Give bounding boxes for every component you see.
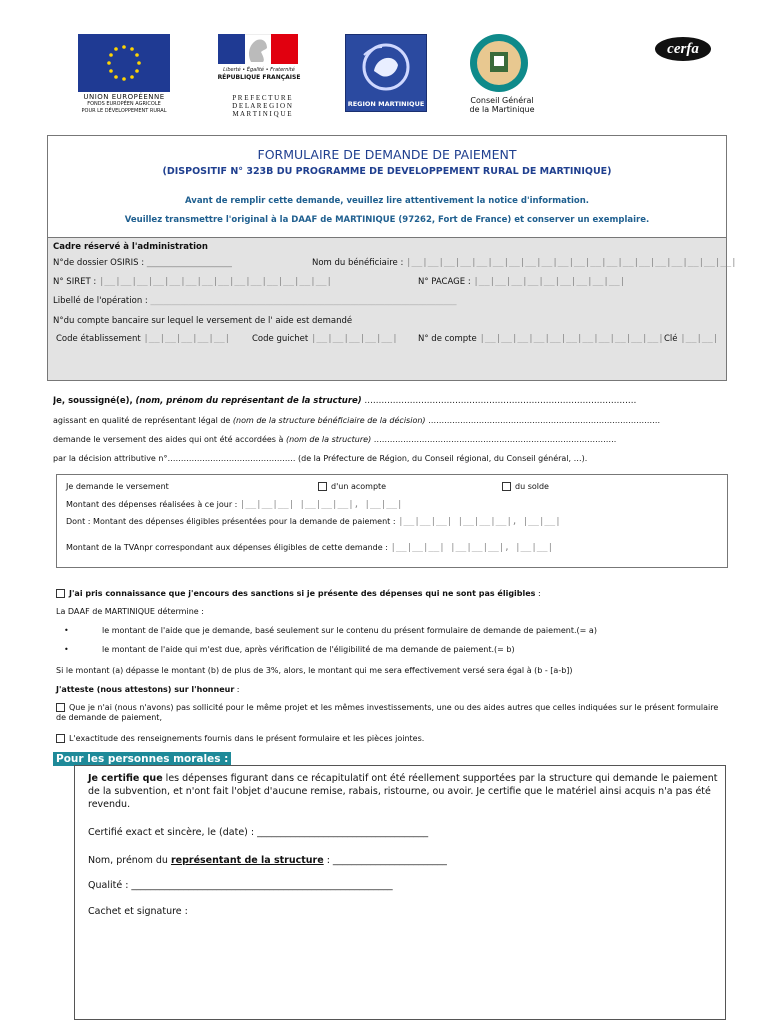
- pacage-field[interactable]: |__|__|__|__|__|__|__|__|__|: [473, 277, 626, 287]
- montant-label: Montant des dépenses réalisées à ce jour :: [66, 500, 238, 509]
- beneficiaire-field[interactable]: |__|__|__|__|__|__|__|__|__|__|__|__|__|__|__|__|__|__|__|__|: [406, 258, 737, 268]
- marianne-profile-icon: [243, 36, 273, 64]
- eu-fund-line2: POUR LE DÉVELOPPEMENT RURAL: [81, 108, 167, 114]
- declaration-decision: par la décision attributive n°………………………………………… (de la Préfecture de Région, du Conseil régional, du Conseil général, …).: [53, 454, 588, 463]
- declaration-nom-hint: (nom, prénom du représentant de la structure): [135, 396, 362, 406]
- cle-label: Clé: [664, 334, 678, 344]
- region-emblem-icon: [346, 35, 426, 101]
- siret-label: N° SIRET :: [53, 277, 97, 287]
- daaf-text: La DAAF de MARTINIQUE détermine :: [56, 607, 204, 616]
- pris-connaissance-text: J'ai pris connaissance que j'encours des sanctions si je présente des dépenses qui ne sont pas éligibles: [69, 589, 536, 598]
- bullet-2: le montant de l'aide qui m'est due, après vérification de l'éligibilité de ma demande de paiement.(= b): [102, 645, 515, 654]
- cerfa-logo: cerfa: [655, 37, 711, 61]
- eu-name: UNION EUROPÉENNE: [83, 93, 165, 101]
- atteste-item2-checkbox[interactable]: [56, 734, 65, 743]
- solde-checkbox[interactable]: [502, 482, 511, 491]
- bullet-2-dot: •: [64, 645, 69, 654]
- prefecture-line1: P R E F E C T U R E: [232, 94, 292, 102]
- republic-name: RÉPUBLIQUE FRANÇAISE: [217, 74, 301, 81]
- conseil-line2: de la Martinique: [469, 105, 535, 114]
- code-etablissement-label: Code établissement: [56, 334, 141, 344]
- dont-field[interactable]: |__|__|__| |__|__|__|, |__|__|: [398, 517, 561, 527]
- montant-field[interactable]: |__|__|__| |__|__|__|, |__|__|: [239, 500, 403, 510]
- prefecture-line3: M A R T I N I Q U E: [232, 110, 292, 118]
- pacage-label: N° PACAGE :: [418, 277, 471, 287]
- code-guichet-field[interactable]: |__|__|__|__|__|: [310, 334, 398, 344]
- numero-compte-label: N° de compte: [418, 334, 477, 344]
- certifie-text: les dépenses figurant dans ce récapitulatif ont été réellement supportées par la structure qui demande le paiement de la subvention, et n'ont fait l'objet d'aucune remise, rabais, ristourne, ou avoir. Je certifie que le matériel ainsi acquis n'a pas été revendu.: [88, 773, 718, 810]
- certifie-date-field[interactable]: Certifié exact et sincère, le (date) : ____________________________________: [88, 827, 429, 838]
- osiris-label: N°de dossier OSIRIS :: [53, 258, 145, 268]
- atteste-title: J'atteste (nous attestons) sur l'honneur: [56, 685, 235, 694]
- form-title: FORMULAIRE DE DEMANDE DE PAIEMENT: [257, 147, 517, 162]
- motto: Liberté • Égalité • Fraternité: [223, 67, 295, 73]
- osiris-field[interactable]: ____________________: [146, 258, 232, 268]
- representant-label: représentant de la structure: [170, 855, 324, 866]
- morales-heading: Pour les personnes morales :: [53, 752, 231, 766]
- solde-label: du solde: [515, 482, 549, 491]
- marianne-logo: [218, 34, 298, 64]
- declaration-nom-structure-hint: (nom de la structure): [285, 435, 372, 444]
- declaration-nom-field[interactable]: ……………………………………………………………………………………: [364, 396, 637, 406]
- prefecture-line2: D E L A R E G I O N: [232, 102, 292, 110]
- libelle-label: Libellé de l'opération :: [53, 296, 148, 306]
- libelle-field[interactable]: ________________________________________________________________________: [150, 296, 457, 306]
- notice-line1: Avant de remplir cette demande, veuillez lire attentivement la notice d'information.: [185, 196, 589, 206]
- tva-field[interactable]: |__|__|__| |__|__|__|, |__|__|: [390, 543, 554, 553]
- qualite-field[interactable]: Qualité : _______________________________________________________: [88, 880, 393, 891]
- form-subtitle: (DISPOSITIF N° 323B DU PROGRAMME DE DEVELOPPEMENT RURAL DE MARTINIQUE): [162, 166, 612, 177]
- beneficiaire-label: Nom du bénéficiaire :: [312, 258, 404, 268]
- code-guichet-label: Code guichet: [252, 334, 309, 344]
- numero-compte-field[interactable]: |__|__|__|__|__|__|__|__|__|__|__|: [479, 334, 664, 344]
- nom-label: Nom, prénom du: [88, 855, 171, 866]
- region-label: REGION MARTINIQUE: [347, 100, 425, 108]
- atteste-item2: L'exactitude des renseignements fournis dans le présent formulaire et les pièces jointes.: [69, 734, 425, 743]
- pris-connaissance-checkbox[interactable]: [56, 589, 65, 598]
- eu-logo: [78, 34, 170, 92]
- acompte-label: d'un acompte: [331, 482, 387, 491]
- pris-connaissance-colon: :: [535, 589, 541, 598]
- atteste-colon: :: [234, 685, 240, 694]
- cle-field[interactable]: |__|__|: [680, 334, 719, 344]
- bullet-1-dot: •: [64, 626, 69, 635]
- atteste-item1: Que je n'ai (nous n'avons) pas sollicité pour le même projet et les mêmes investissements, une ou des aides autres que celles indiquées sur le présent formulaire de demande de paiement,: [56, 703, 719, 722]
- certifie-bold: Je certifie que: [88, 773, 163, 784]
- bullet-1: le montant de l'aide que je demande, basé seulement sur le contenu du présent formulaire de demande de paiement.(= a): [102, 626, 597, 635]
- declaration-structure-field[interactable]: ……………………………………………………………………………: [428, 416, 661, 425]
- declaration-je-soussigne: Je, soussigné(e),: [53, 396, 133, 406]
- declaration-nom-structure-field[interactable]: ……………………………………………………………………………….: [373, 435, 617, 444]
- conseil-logo: [470, 34, 528, 92]
- acompte-checkbox[interactable]: [318, 482, 327, 491]
- compte-title: N°du compte bancaire sur lequel le versement de l' aide est demandé: [53, 316, 353, 326]
- conseil-line1: Conseil Général: [470, 96, 534, 105]
- declaration-demande: demande le versement des aides qui ont été accordées à: [53, 435, 284, 444]
- notice-line2: Veuillez transmettre l'original à la DAAF de MARTINIQUE (97262, Fort de France) et conserver un exemplaire.: [124, 215, 650, 225]
- atteste-item1-checkbox[interactable]: [56, 703, 65, 712]
- nom-field[interactable]: : ________________________: [323, 855, 447, 866]
- eu-stars-icon: [78, 34, 170, 92]
- region-logo: [345, 34, 427, 112]
- code-etablissement-field[interactable]: |__|__|__|__|__|: [143, 334, 231, 344]
- si-montant-text: Si le montant (a) dépasse le montant (b) de plus de 3%, alors, le montant qui me sera effectivement versé sera égal à (b - [a-b]): [56, 666, 573, 675]
- conseil-emblem-icon: [470, 34, 528, 92]
- eu-fund-line: FONDS EUROPÉEN AGRICOLE: [87, 101, 161, 107]
- siret-field[interactable]: |__|__|__|__|__|__|__|__|__|__|__|__|__|__|: [98, 277, 332, 287]
- dont-label: Dont : Montant des dépenses éligibles présentées pour la demande de paiement :: [66, 517, 396, 526]
- je-demande-label: Je demande le versement: [66, 482, 169, 491]
- declaration-qualite: agissant en qualité de représentant légal de: [53, 416, 231, 425]
- admin-title: Cadre réservé à l'administration: [53, 242, 208, 252]
- declaration-structure-hint: (nom de la structure bénéficiaire de la décision): [232, 416, 426, 425]
- tva-label: Montant de la TVAnpr correspondant aux dépenses éligibles de cette demande :: [66, 543, 388, 552]
- cachet-label: Cachet et signature :: [88, 906, 188, 917]
